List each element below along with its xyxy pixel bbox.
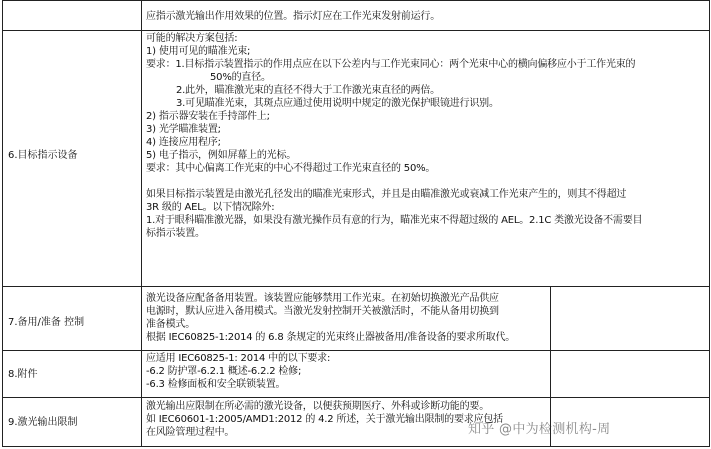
- row-3-content: [146, 352, 330, 391]
- row-2-line: 准备模式。: [146, 319, 195, 330]
- row-4-label: 9.激光输出限制: [8, 417, 78, 428]
- row-1-line: 可能的解决方案包括:: [146, 33, 238, 44]
- row-1-line: 要求：其中心偏离工作光束的中心不得超过工作光束直径的 50%。: [146, 163, 436, 174]
- row-1-line: 2.此外，瞄准激光束的直径不得大于工作激光束直径的两倍。: [176, 85, 440, 96]
- table-border-bottom: [2, 446, 709, 447]
- row-1-line: 3.可见瞄准光束，其斑点应通过使用说明中规定的激光保护眼镜进行识别。: [176, 98, 499, 109]
- row-1-line: 1) 使用可见的瞄准光束;: [146, 46, 251, 57]
- row-3-label: 8.附件: [8, 369, 38, 380]
- column-divider: [141, 0, 142, 447]
- row-2-content: [146, 292, 515, 344]
- row-1-line: 如果目标指示装置是由激光孔径发出的瞄准光束形式，并且是由瞄准激光或衰减工作光束产生的，则其不得超过: [146, 189, 627, 200]
- row-1-line: 3R 级的 AEL。以下情况除外:: [146, 202, 275, 213]
- row-1-line: 标指示装置。: [146, 228, 205, 239]
- watermark: 知乎 @中为检测机构-周: [468, 422, 611, 437]
- row-divider: [2, 350, 709, 351]
- row-0-line: 应指示激光输出作用效果的位置。指示灯应在工作光束发射前运行。: [146, 11, 440, 22]
- row-2-label: 7.备用/准备 控制: [8, 317, 85, 328]
- row-3-line: -6.3 检修面板和安全联锁装置。: [146, 379, 286, 390]
- row-2-line: 激光设备应配备备用装置。该装置应能够禁用工作光束。在初始切换激光产品供应: [146, 293, 499, 304]
- row-1-line: 2) 指示器安装在手持部件上;: [146, 111, 270, 122]
- row-1-line: 5) 电子指示，例如屏幕上的光标。: [146, 150, 297, 161]
- row-2-line: 根据 IEC60825-1:2014 的 6.8 条规定的光束终止器被备用/准备设备的要求所取代。: [146, 332, 516, 343]
- row-1-content: [146, 32, 642, 240]
- row-4-line: 激光输出应限制在所必需的激光设备，以便获预期医疗、外科或诊断功能的要。: [146, 401, 489, 412]
- row-1-line: 3) 光学瞄准装置;: [146, 124, 221, 135]
- table-border-right: [709, 0, 710, 447]
- row-1-line: 1.对于眼科瞄准激光器，如果没有激光操作员有意的行为，瞄准光束不得超过级的 AEL。2.1C 类激光设备不需要目: [146, 215, 643, 226]
- row-divider: [2, 30, 709, 31]
- row-divider: [2, 397, 709, 398]
- row-4-line: 在风险管理过程中。: [146, 427, 235, 438]
- row-divider: [2, 286, 709, 287]
- row-0-content: [146, 10, 440, 23]
- row-1-line: 要求：1.目标指示装置指示的作用点应在以下公差内与工作光束同心：两个光束中心的横向偏移应小于工作光束的: [146, 59, 636, 70]
- row-3-line: 应适用 IEC60825-1: 2014 中的以下要求:: [146, 353, 331, 364]
- row-1-line: 50%的直径。: [210, 72, 271, 83]
- table-border-top: [2, 0, 709, 1]
- row-1-line: 4) 连接应用程序;: [146, 137, 221, 148]
- row-1-label: 6.目标指示设备: [8, 150, 78, 161]
- row-4-content: [146, 400, 503, 439]
- row-1-line: [146, 175, 642, 188]
- row-4-line: 如 IEC60601-1:2005/AMD1:2012 的 4.2 所述，关于激光输出限制的要求应包括: [146, 414, 503, 425]
- row-3-line: -6.2 防护罩-6.2.1 概述-6.2.2 检修;: [146, 366, 302, 377]
- row-2-line: 电源时，默认应进入备用模式。当激光发射控制开关被激活时，不能从备用切换到: [146, 306, 499, 317]
- table-border-left: [2, 0, 3, 447]
